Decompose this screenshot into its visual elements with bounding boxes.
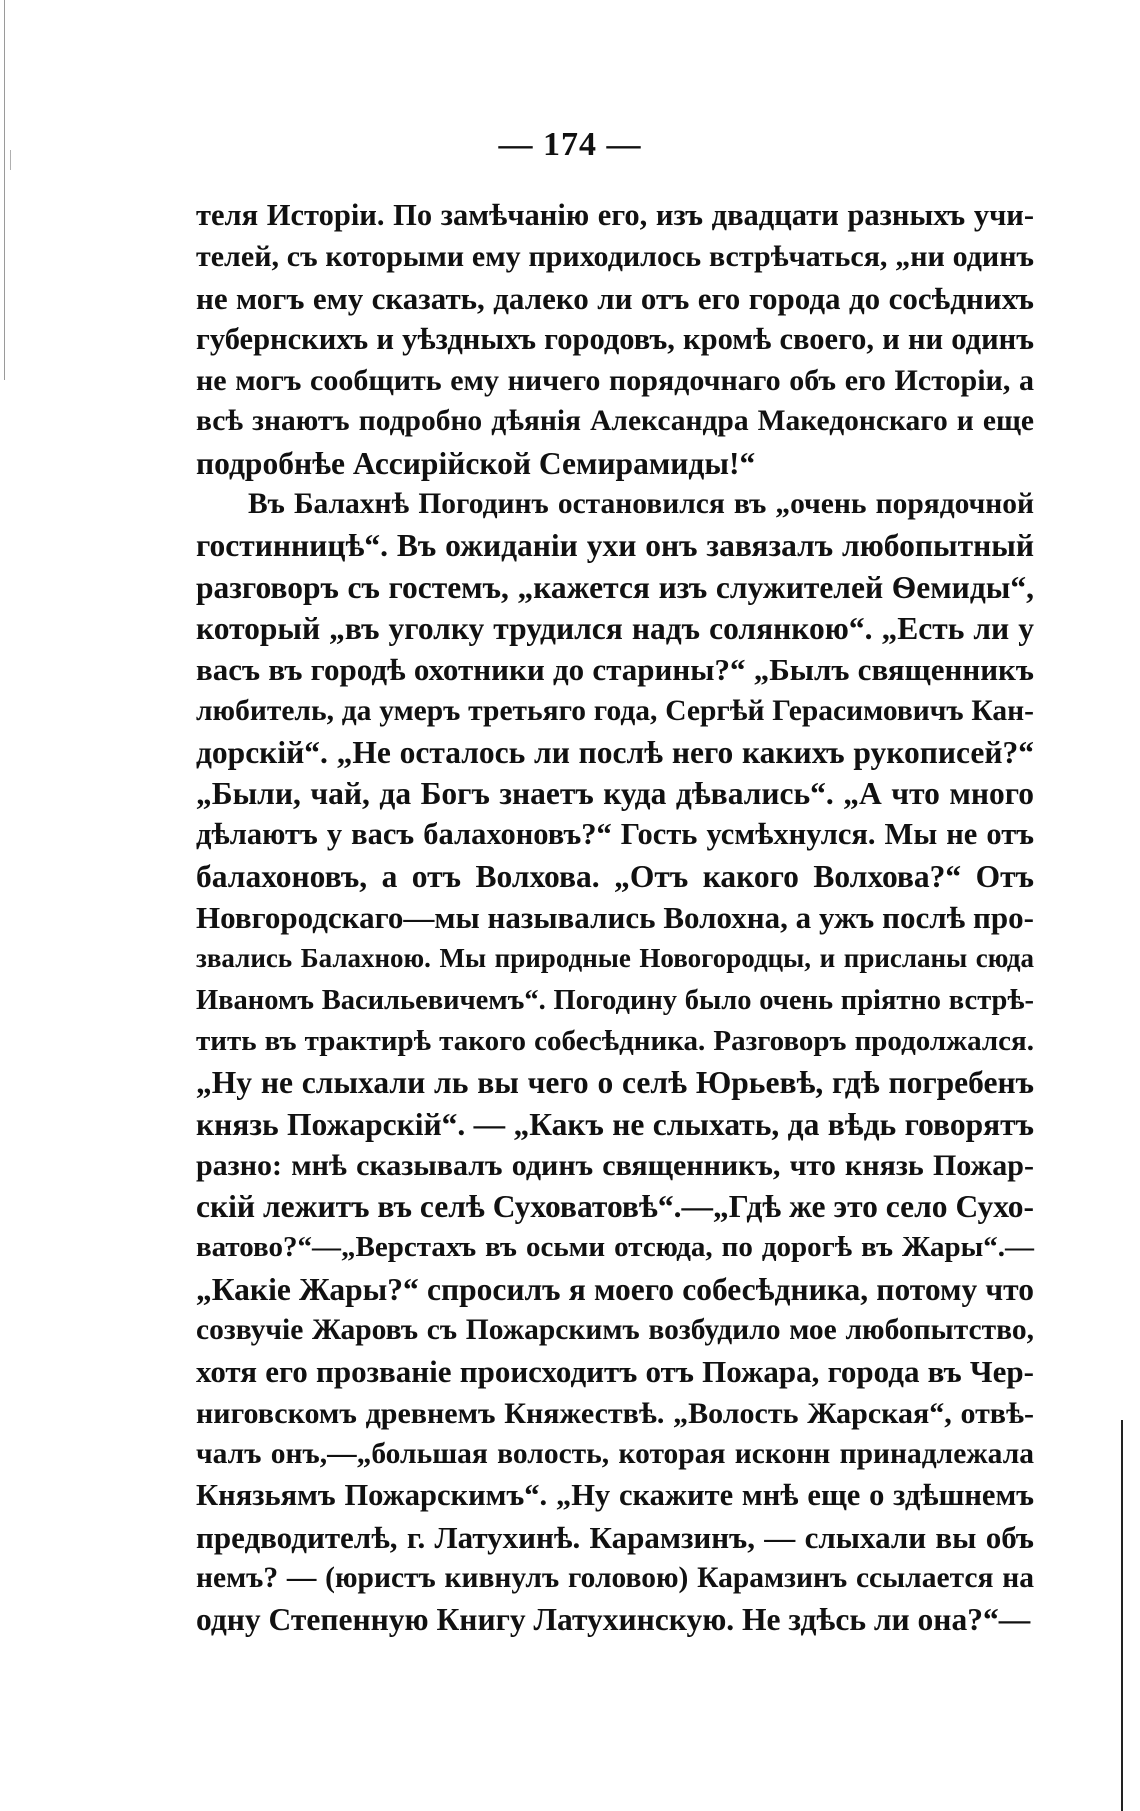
- text-line: предводителѣ, г. Латухинѣ. Карамзинъ, — слыхали вы объ: [196, 1519, 1034, 1555]
- text-line: васъ въ городѣ охотники до старины?“ „Былъ священникъ: [196, 652, 1034, 688]
- text-line: любитель, да умеръ третьяго года, Сергѣй Герасимовичъ Кан-: [196, 694, 1034, 727]
- text-line: тить въ трактирѣ такого собесѣдника. Разговоръ продолжался.: [196, 1024, 1034, 1057]
- page-number: — 174 —: [498, 126, 642, 163]
- text-line: разговоръ съ гостемъ, „кажется изъ служителей Ѳемиды“,: [196, 569, 1034, 605]
- text-line: чалъ онъ,—„большая волость, которая исконн принадлежала: [196, 1437, 1034, 1470]
- text-line: скій лежитъ въ селѣ Суховатовѣ“.—„Гдѣ же это село Сухо-: [196, 1189, 1034, 1225]
- text-line: дѣлаютъ у васъ балахоновъ?“ Гость усмѣхнулся. Мы не отъ: [196, 817, 1034, 852]
- text-line: Новгородскаго—мы назывались Волохна, а ужъ послѣ про-: [196, 900, 1034, 936]
- text-line: который „въ уголку трудился надъ солянкою“. „Есть ли у: [196, 610, 1034, 646]
- text-line: ниговскомъ древнемъ Княжествѣ. „Волость Жарская“, отвѣ-: [196, 1396, 1034, 1430]
- text-line: созвучіе Жаровъ съ Пожарскимъ возбудило мое любопытство,: [196, 1314, 1034, 1347]
- page-edge-right: [1121, 1420, 1123, 1811]
- text-line: всѣ знаютъ подробно дѣянія Александра Македонскаго и еще: [196, 405, 1034, 438]
- text-line: хотя его прозваніе происходитъ отъ Пожара, города въ Чер-: [196, 1354, 1034, 1390]
- text-line: немъ? — (юристъ кивнулъ головою) Карамзинъ ссылается на: [196, 1561, 1034, 1594]
- text-line: не могъ сообщить ему ничего порядочнаго объ его Исторіи, а: [196, 364, 1034, 398]
- page-edge-left: [4, 0, 5, 380]
- text-line: „Ну не слыхали ль вы чего о селѣ Юрьевѣ, гдѣ погребенъ: [196, 1065, 1034, 1101]
- text-line: не могъ ему сказать, далеко ли отъ его города до сосѣднихъ: [196, 280, 1034, 316]
- text-line: теля Исторіи. По замѣчанію его, изъ двадцати разныхъ учи-: [196, 198, 1034, 232]
- text-line: звались Балахною. Мы природные Новогородцы, и присланы сюда: [196, 943, 1034, 974]
- text-line: „Были, чай, да Богъ знаетъ куда дѣвались“. „А что много: [196, 776, 1034, 812]
- text-line: балахоновъ, а отъ Волхова. „Отъ какого Волхова?“ Отъ: [196, 858, 1034, 894]
- text-line: гостинницѣ“. Въ ожиданіи ухи онъ завязалъ любопытный: [196, 528, 1034, 564]
- text-line: губернскихъ и уѣздныхъ городовъ, кромѣ своего, и ни одинъ: [196, 321, 1034, 356]
- text-line: князь Пожарскій“. — „Какъ не слыхать, да вѣдь говорятъ: [196, 1106, 1034, 1142]
- paragraph-first-line: Въ Балахнѣ Погодинъ остановился въ „очень порядочной: [248, 488, 1034, 521]
- body-text: [196, 195, 1034, 1640]
- text-line: дорскій“. „Не осталось ли послѣ него какихъ рукописей?“: [196, 734, 1034, 770]
- text-line: подробнѣе Ассирійской Семирамиды!“: [196, 445, 756, 481]
- text-line: ватово?“—„Верстахъ въ осьми отсюда, по дорогѣ въ Жары“.—: [196, 1231, 1034, 1264]
- text-line: одну Степенную Книгу Латухинскую. Не здѣсь ли она?“—: [196, 1602, 1031, 1638]
- text-line: Князьямъ Пожарскимъ“. „Ну скажите мнѣ еще о здѣшнемъ: [196, 1478, 1034, 1513]
- text-line: Иваномъ Васильевичемъ“. Погодину было очень пріятно встрѣ-: [196, 984, 1034, 1016]
- text-line: телей, съ которыми ему приходилось встрѣчаться, „ни одинъ: [196, 240, 1034, 274]
- text-line: „Какіе Жары?“ спросилъ я моего собесѣдника, потому что: [196, 1271, 1034, 1307]
- text-line: разно: мнѣ сказывалъ одинъ священникъ, что князь Пожар-: [196, 1148, 1034, 1182]
